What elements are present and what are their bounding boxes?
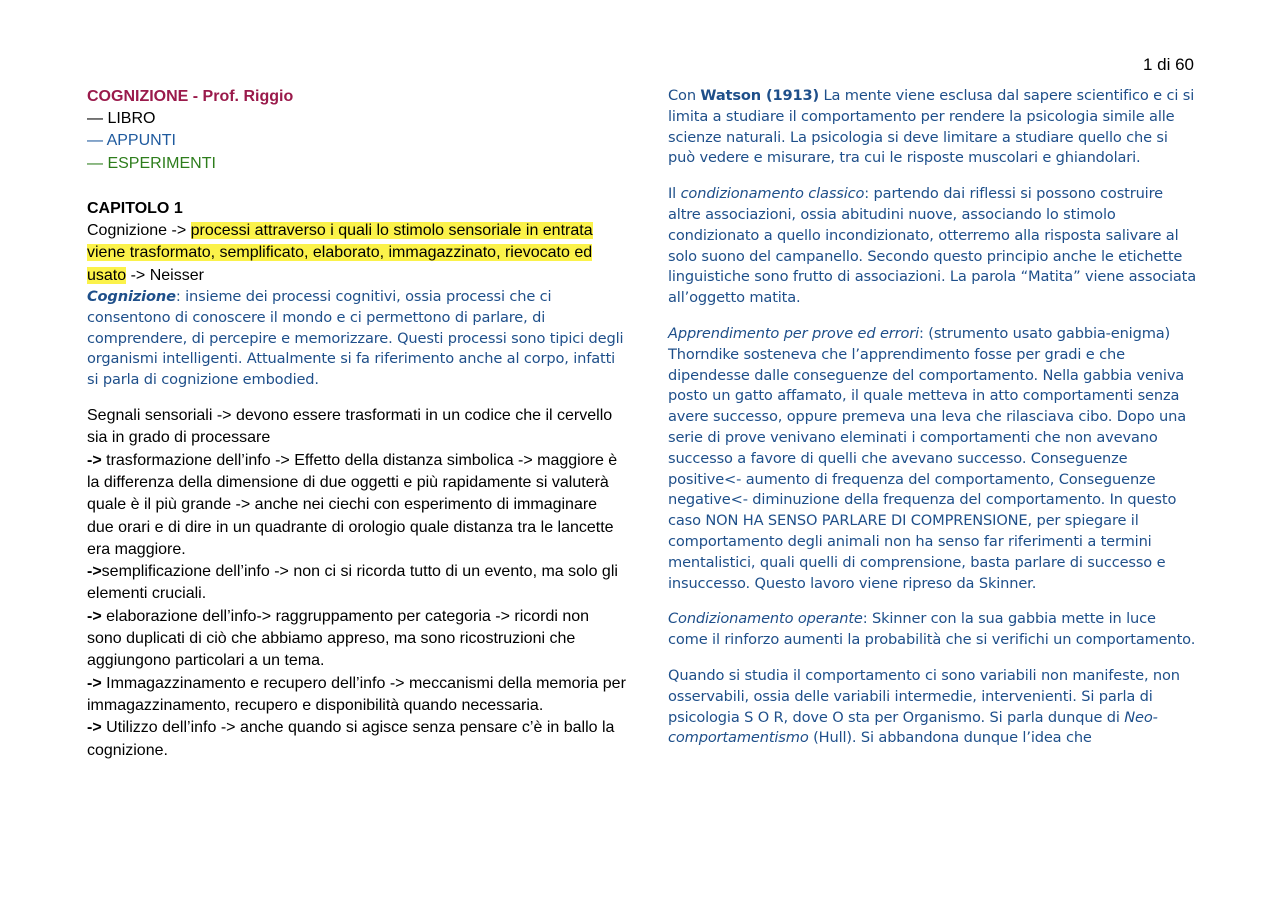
list-item-text: Utilizzo dell’info -> anche quando si agisce senza pensare c’è in ballo la cognizione. [87,719,615,759]
signals-intro: Segnali sensoriali -> devono essere trasformati in un codice che il cervello sia in grado di processare [87,407,613,447]
operant-conditioning-term: Condizionamento operante [668,610,863,628]
legend-esperimenti: — ESPERIMENTI [87,154,216,172]
cognition-suffix: -> Neisser [126,266,204,284]
cognition-prefix: Cognizione -> [87,222,191,240]
trial-error-term: Apprendimento per prove ed errori [668,324,920,342]
operant-conditioning-paragraph [668,609,1198,651]
legend [87,108,627,175]
classic-prefix: Il [668,185,681,203]
list-item [87,606,627,673]
cognition-term: Cognizione [87,288,176,306]
classical-conditioning-term: condizionamento classico [680,185,865,203]
signals-section [87,405,627,762]
cognition-definition-book [87,220,627,287]
arrow-marker: -> [87,607,102,625]
watson-paragraph [668,86,1198,169]
cognition-note-text: : insieme dei processi cognitivi, ossia processi che ci consentono di conoscere il mondo e ci permettono di parlare, di comprendere, di percepire e memorizzare. Questi processi sono tipici degli organismi intelligenti. Attualmente si fa riferimento anche al corpo, infatti si parla di cognizione embodied. [87,288,624,389]
highlighted-text: processi attraverso i quali lo stimolo sensoriale in entrata viene trasformato, semplificato, elaborato, immagazzinato, rievocato ed usato [87,222,593,284]
trial-error-paragraph [668,324,1198,594]
right-column [668,86,1198,749]
watson-prefix: Con [668,87,701,104]
neo-behaviorism-paragraph [668,666,1198,749]
watson-name: Watson (1913) [700,87,820,104]
list-item [87,673,627,718]
arrow-marker: -> [87,719,102,737]
neo-text: Quando si studia il comportamento ci sono variabili non manifeste, non osservabili, ossia delle variabili intermedie, intervenienti. Si parla di psicologia S O R, dove O sta per Organismo. Si parla dunque di [668,666,1180,726]
chapter-heading: CAPITOLO 1 [87,199,183,217]
arrow-marker: -> [87,563,102,581]
chapter-section [87,198,627,287]
list-item-text: elaborazione dell’info-> raggruppamento per categoria -> ricordi non sono duplicati di ciò che abbiamo appreso, ma sono ricostruzioni che aggiungono particolari a un tema. [87,607,590,670]
watson-text: La mente viene esclusa dal sapere scientifico e ci si limita a studiare il comportamento per rendere la psicologia simile alle scienze naturali. La psicologia si deve limitare a studiare quello che si può vedere e misurare, tra cui le risposte muscolari e ghiandolari. [668,87,1195,167]
page-number: 1 di 60 [1142,55,1194,74]
arrow-marker: -> [87,674,102,692]
arrow-marker: -> [87,451,102,469]
neo-tail: (Hull). Si abbandona dunque l’idea che [808,729,1092,747]
legend-libro: — LIBRO [87,110,156,127]
neo-behaviorism-term: Neo-comportamentismo [668,708,1158,747]
trial-text: : (strumento usato gabbia-enigma) Thorndike sosteneva che l’apprendimento fosse per gradi e che dipendesse dalle conseguenze del comportamento. Nella gabbia veniva posto un gatto affamato, il quale metteva in atto comportamenti senza avere successo, oppure premeva una leva che rilasciava cibo. Dopo una serie di prove venivano eleminati i comportamenti che non avevano successo a favore di quelli che avevano successo. Conseguenze positive<- aumento di frequenza del comportamento, Conseguenze negative<- diminuzione della frequenza del comportamento. In questo caso NON HA SENSO PARLARE DI COMPRENSIONE, per spiegare il comportamento degli animali non ha senso far riferimenti a termini mentalistici, quali quelli di comprensione, basta parlare di successo e insuccesso. Questo lavoro viene ripreso da Skinner. [668,324,1186,592]
legend-appunti: — APPUNTI [87,132,176,150]
list-item [87,561,627,606]
list-item-text: trasformazione dell’info -> Effetto della distanza simbolica -> maggiore è la differenza della dimensione di due oggetti e più rapidamente si valuterà quale è il più grande -> anche nei ciechi con esperimento di immaginare due orari e di dire in un quadrante di orologio quale distanza tra le lancette era maggiore. [87,451,618,558]
list-item-text: Immagazzinamento e recupero dell’info -> meccanismi della memoria per immagazzinamento, recupero e disponibilità quando necessaria. [87,674,626,714]
list-item [87,717,627,762]
left-column [87,86,627,762]
list-item-text: semplificazione dell’info -> non ci si ricorda tutto di un evento, ma solo gli elementi cruciali. [87,563,618,603]
document-title: COGNIZIONE - Prof. Riggio [87,88,294,105]
classical-conditioning-paragraph [668,184,1198,309]
list-item [87,450,627,561]
cognition-note [87,287,627,391]
operant-text: : Skinner con la sua gabbia mette in luce come il rinforzo aumenti la probabilità che si verifichi un comportamento. [668,610,1196,649]
classic-text: : partendo dai riflessi si possono costruire altre associazioni, ossia abitudini nuove, associando lo stimolo condizionato a quello incondizionato, otterremo alla risposta salivare al solo suono del campanello. Secondo questo principio anche le etichette linguistiche sono frutto di associazioni. La parola “Matita” viene associata all’oggetto matita. [668,185,1197,307]
